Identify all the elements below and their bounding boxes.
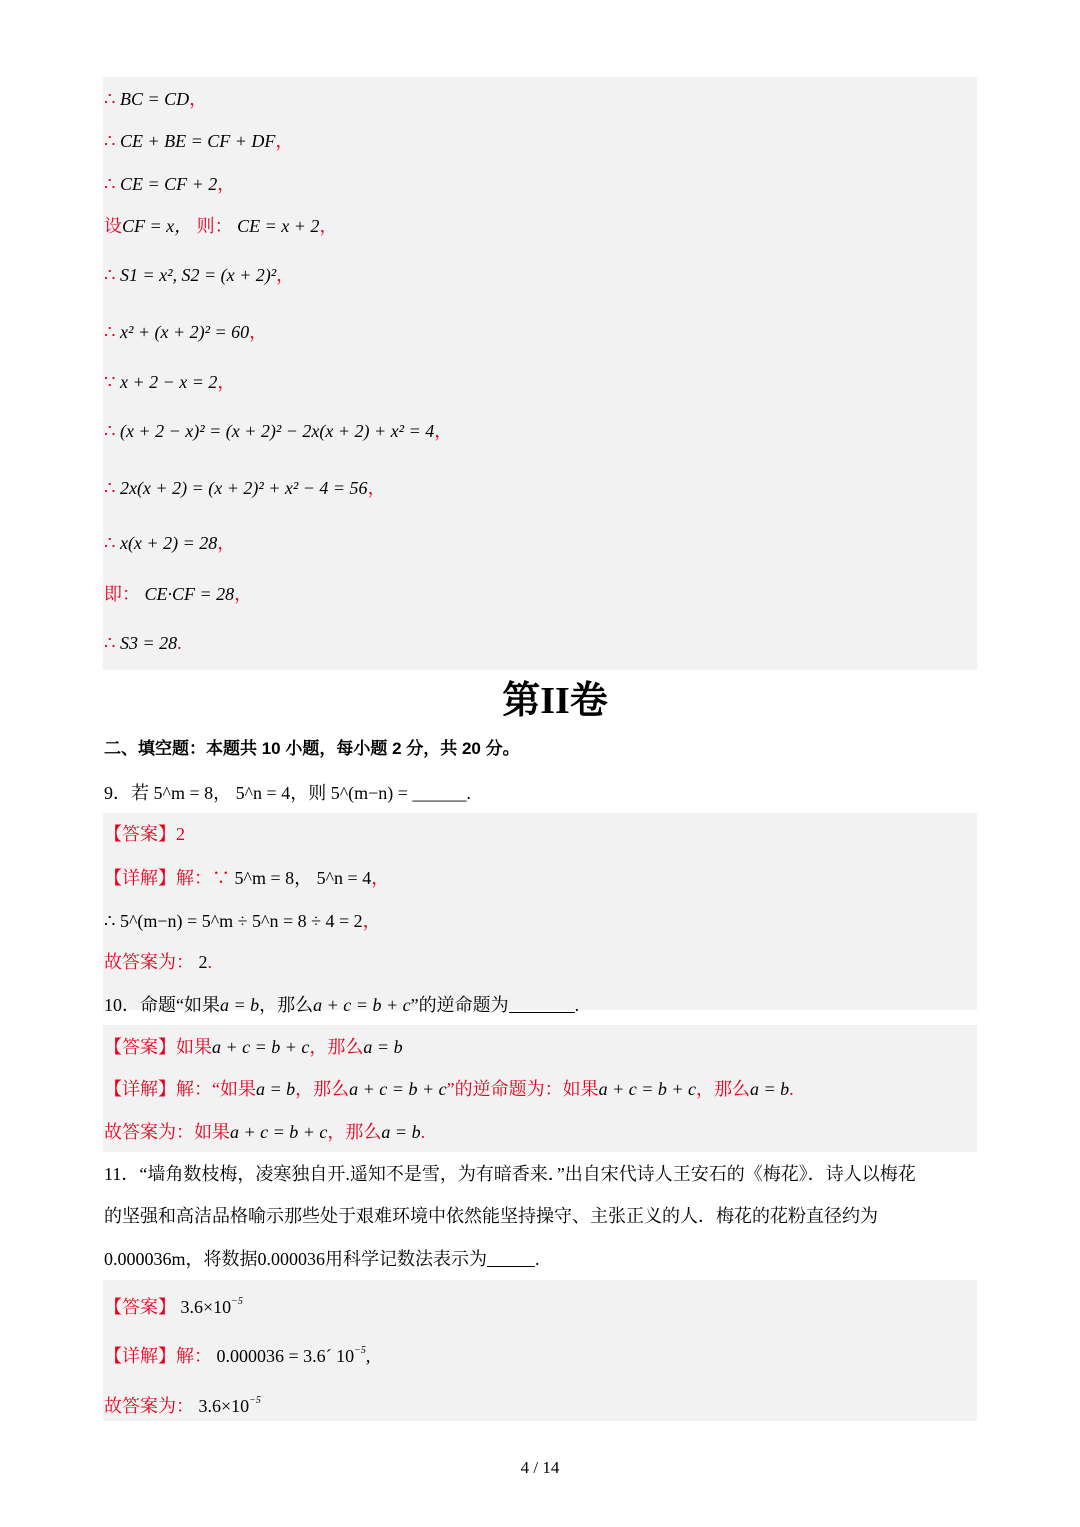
solution-line-4: 设CF = x， 则： CE = x + 2， (104, 216, 338, 236)
solution-line-12: ∴ S3 = 28. (104, 633, 182, 653)
q10-detail: 【详解】解：“如果a = b，那么a + c = b + c”的逆命题为：如果a + c = b + c，那么a = b. (104, 1079, 794, 1099)
because-symbol: ∵ (104, 372, 116, 392)
solution-line-3: ∴ CE = CF + 2， (104, 174, 236, 194)
q11-detail: 【详解】解： 0.000036 = 3.6´ $10^{-5}$, (104, 1345, 371, 1366)
question-10: 10．命题“如果a = b，那么a + c = b + c”的逆命题为 . (104, 995, 580, 1015)
solution-line-6: ∴ x² + (x + 2)² = 60， (104, 322, 268, 342)
section-header: 二、填空题：本题共 10 小题，每小题 2 分，共 20 分。 (104, 739, 520, 758)
q11-blank (487, 1250, 535, 1267)
solution-line-5: ∴ S1 = x², S2 = (x + 2)²， (104, 265, 295, 285)
question-11-line-3: 0.000036m，将数据0.000036用科学记数法表示为 . (104, 1249, 540, 1269)
q9-detail-2: ∴ 5^(m−n) = 5^m ÷ 5^n = 8 ÷ 4 = 2， (104, 911, 381, 931)
q9-detail: 【详解】解：∵ 5^m = 8， 5^n = 4， (104, 868, 390, 888)
q11-final: 故答案为： $3.6\times 10^{-5}$ (104, 1395, 261, 1416)
question-9: 9．若 5^m = 8， 5^n = 4，则 5^(m−n) = ______. (104, 783, 471, 803)
q11-answer: 【答案】 $3.6\times 10^{-5}$ (104, 1296, 243, 1317)
solution-line-11: 即： CE·CF = 28， (104, 584, 253, 604)
solution-line-2: ∴ CE + BE = CF + DF， (104, 131, 294, 151)
solution-line-8: ∴ (x + 2 − x)² = (x + 2)² − 2x(x + 2) + x² = 4， (104, 421, 453, 441)
question-11-line-1: 11．“墙角数枝梅，凌寒独自开.遥知不是雪，为有暗香来．”出自宋代诗人王安石的《梅花》．诗人以梅花 (104, 1164, 916, 1184)
solution-line-9: ∴ 2x(x + 2) = (x + 2)² + x² − 4 = 56， (104, 478, 386, 498)
part-title: 第II卷 (502, 680, 608, 722)
q9-answer: 【答案】2 (104, 824, 185, 844)
page-number: 4 / 14 (520, 1458, 560, 1477)
solution-line-1: ∴ BC = CD， (104, 89, 208, 109)
question-11-line-2: 的坚强和高洁品格喻示那些处于艰难环境中依然能坚持操守、主张正义的人．梅花的花粉直径约为 (104, 1206, 878, 1226)
q10-blank (509, 996, 575, 1013)
q9-final: 故答案为： 2. (104, 952, 212, 972)
q10-final: 故答案为：如果a + c = b + c，那么a = b. (104, 1122, 426, 1142)
solution-line-7: ∵ x + 2 − x = 2， (104, 372, 236, 392)
solution-line-10: ∴ x(x + 2) = 28， (104, 533, 236, 553)
q10-answer: 【答案】如果a + c = b + c，那么a = b (104, 1037, 403, 1057)
therefore-symbol: ∴ (104, 89, 116, 109)
